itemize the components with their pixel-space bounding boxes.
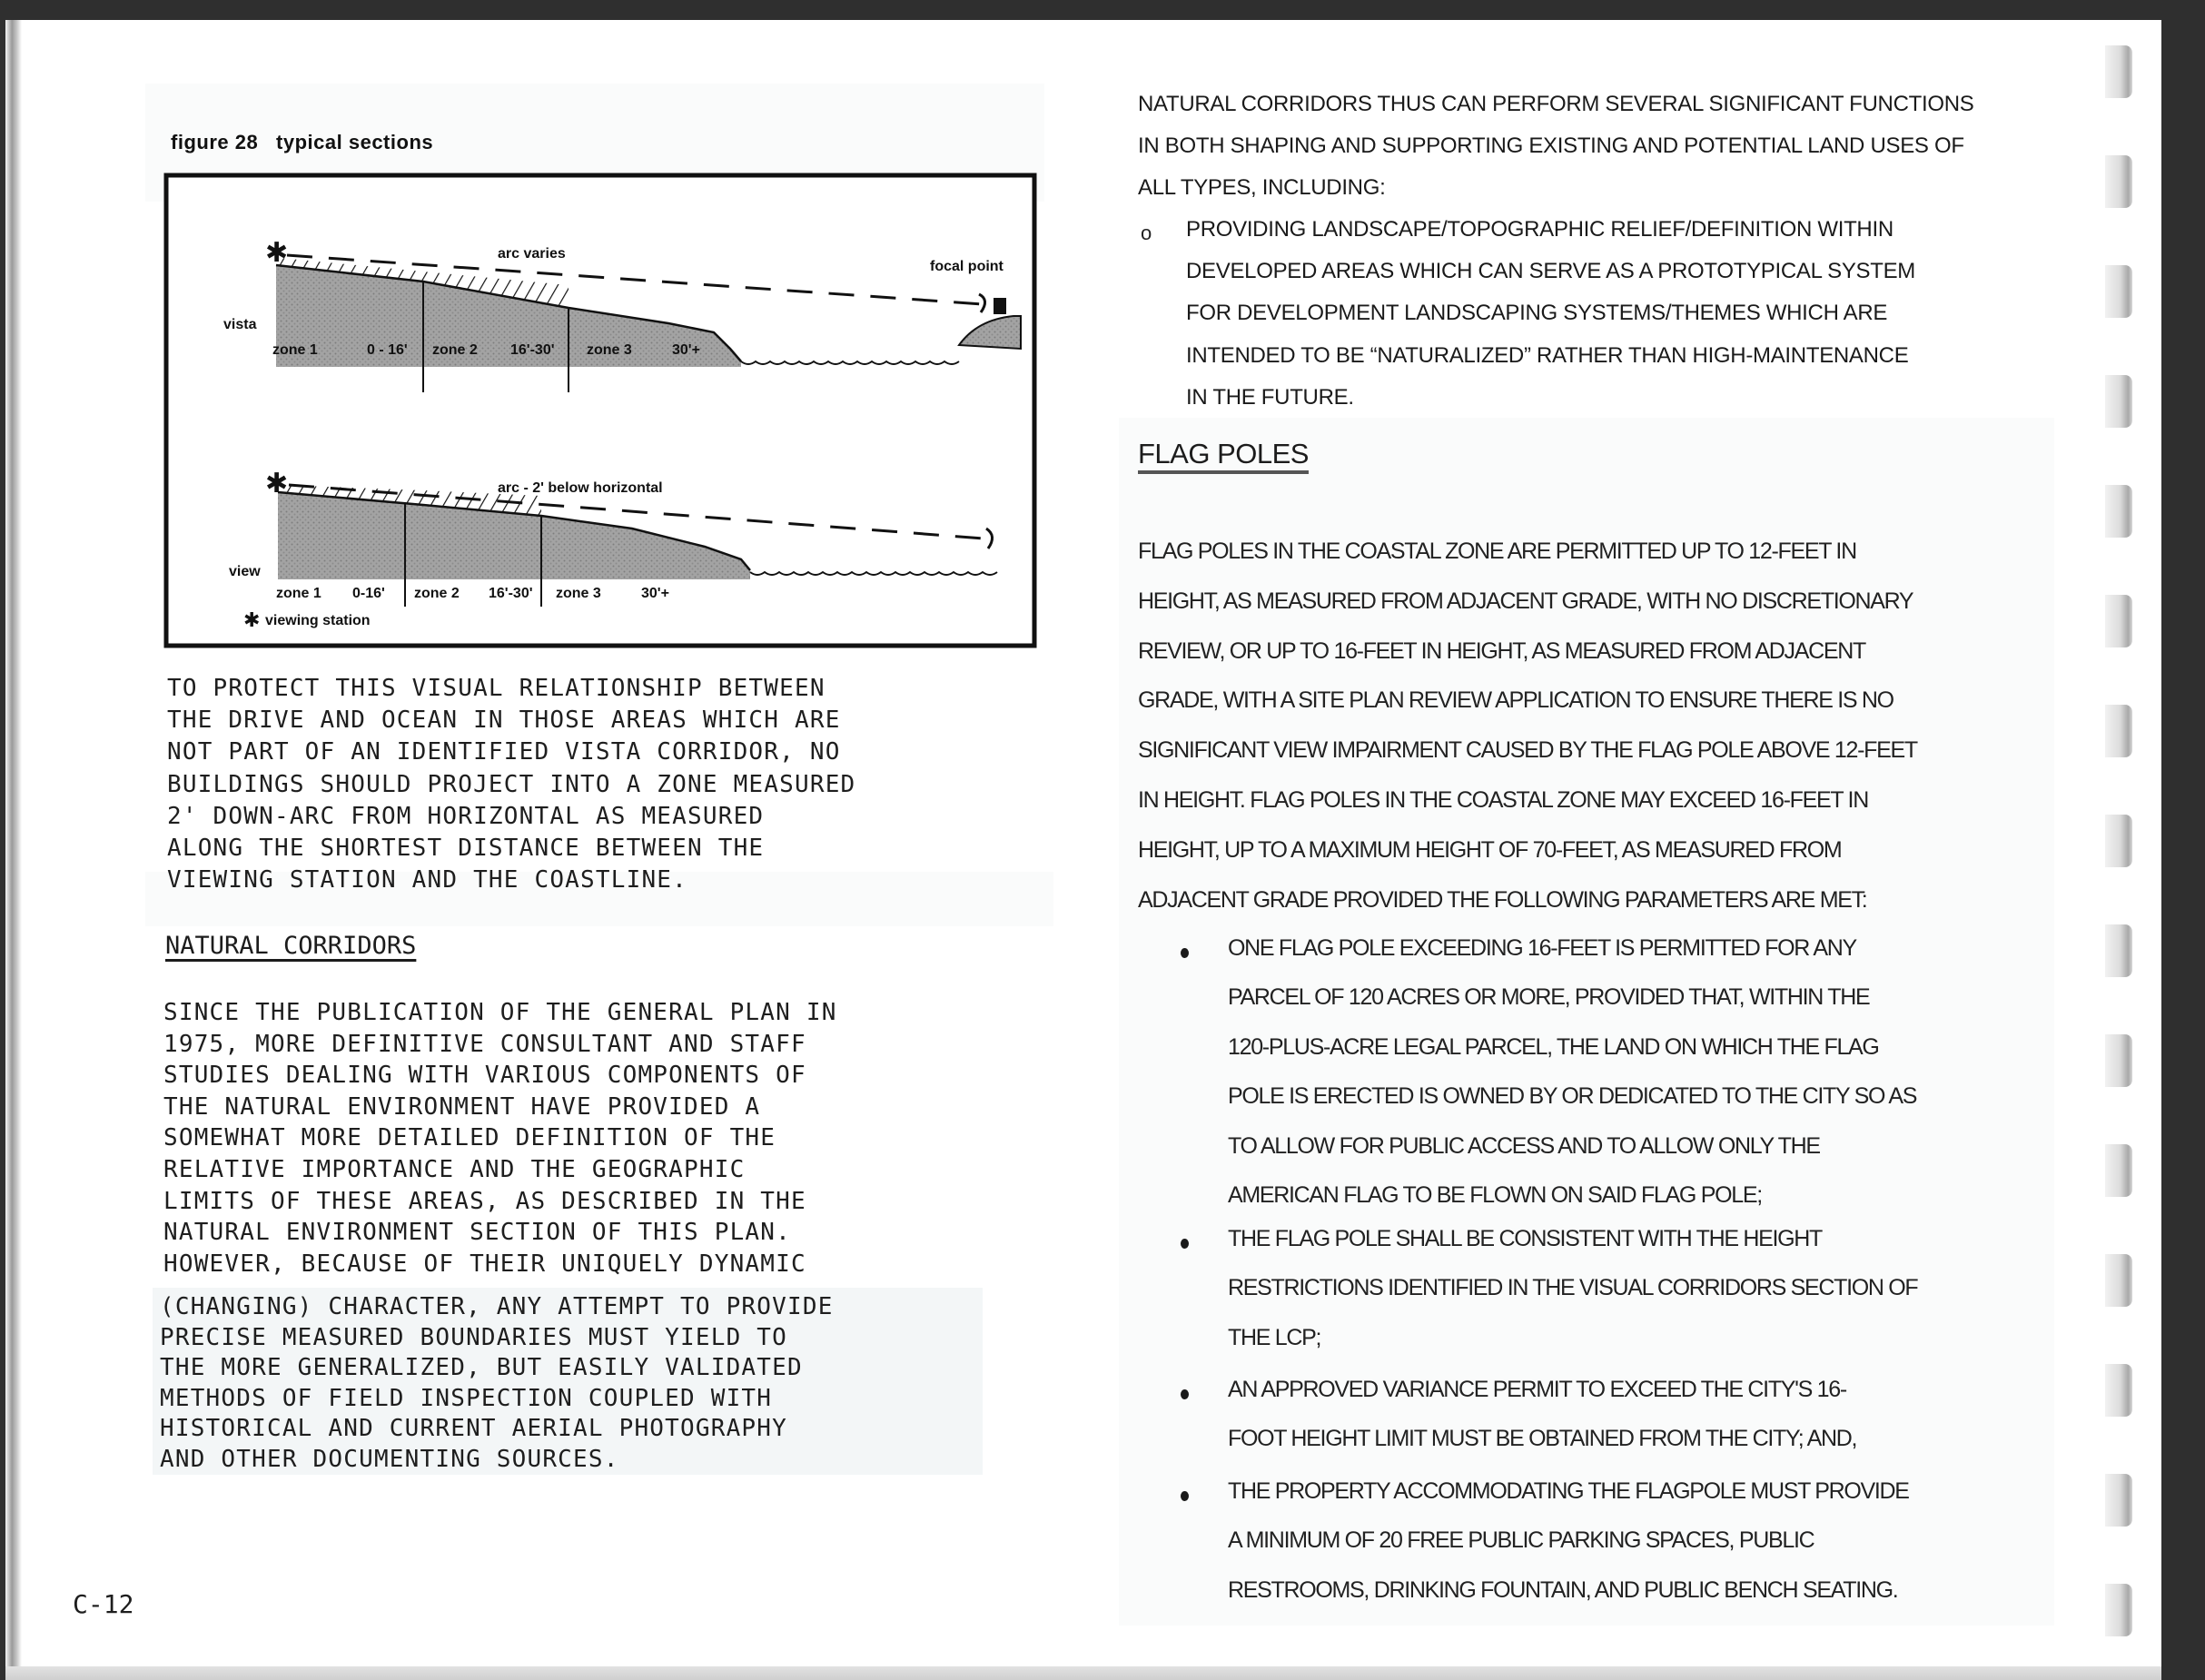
- zone-label: zone 3: [587, 342, 632, 358]
- text-line: HEIGHT, AS MEASURED FROM ADJACENT GRADE, WITH NO DISCRETIONARY: [1138, 588, 1913, 614]
- binding-hole: [2105, 45, 2132, 98]
- zone-range-label: 16'-30': [489, 586, 533, 601]
- page-edge-shadow: [5, 20, 22, 1666]
- text-line: AND OTHER DOCUMENTING SOURCES.: [160, 1446, 619, 1473]
- text-line: THE MORE GENERALIZED, BUT EASILY VALIDATED: [160, 1354, 803, 1382]
- page-bottom-edge: [5, 1666, 2161, 1680]
- legend-viewing-station: viewing station: [265, 613, 371, 628]
- text-line: AMERICAN FLAG TO BE FLOWN ON SAID FLAG POLE;: [1228, 1182, 1762, 1208]
- binding-hole: [2105, 924, 2132, 977]
- text-line: SINCE THE PUBLICATION OF THE GENERAL PLAN IN: [163, 999, 837, 1026]
- text-line: FOR DEVELOPMENT LANDSCAPING SYSTEMS/THEMES WHICH ARE: [1186, 301, 1888, 326]
- label-focal-point: focal point: [930, 259, 1004, 274]
- binding-hole: [2105, 705, 2132, 757]
- text-line: (CHANGING) CHARACTER, ANY ATTEMPT TO PROVIDE: [160, 1293, 834, 1320]
- text-line: LIMITS OF THESE AREAS, AS DESCRIBED IN THE: [163, 1187, 806, 1215]
- bullet-icon: [1181, 1389, 1189, 1399]
- zone-range-label: 30'+: [672, 342, 700, 358]
- text-line: IN HEIGHT. FLAG POLES IN THE COASTAL ZONE MAY EXCEED 16-FEET IN: [1138, 787, 1868, 813]
- text-line: REVIEW, OR UP TO 16-FEET IN HEIGHT, AS MEASURED FROM ADJACENT: [1138, 637, 1865, 664]
- text-line: ALONG THE SHORTEST DISTANCE BETWEEN THE: [167, 835, 765, 862]
- text-line: HOWEVER, BECAUSE OF THEIR UNIQUELY DYNAMIC: [163, 1250, 806, 1278]
- binding-hole: [2105, 1144, 2132, 1197]
- binding-hole: [2105, 1584, 2132, 1636]
- label-arc-below-horizontal: arc - 2' below horizontal: [498, 480, 663, 496]
- zone-range-label: 30'+: [641, 586, 669, 601]
- text-line: HEIGHT, UP TO A MAXIMUM HEIGHT OF 70-FEET, AS MEASURED FROM: [1138, 836, 1842, 863]
- figure-typical-sections: [160, 167, 1041, 652]
- text-line: ADJACENT GRADE PROVIDED THE FOLLOWING PARAMETERS ARE MET:: [1138, 886, 1867, 913]
- text-line: RESTRICTIONS IDENTIFIED IN THE VISUAL CORRIDORS SECTION OF: [1228, 1275, 1918, 1301]
- text-line: ALL TYPES, INCLUDING:: [1138, 175, 1386, 201]
- text-line: TO PROTECT THIS VISUAL RELATIONSHIP BETWEEN: [167, 675, 826, 702]
- text-line: INTENDED TO BE “NATURALIZED” RATHER THAN HIGH-MAINTENANCE: [1186, 342, 1909, 368]
- binding-hole: [2105, 155, 2132, 208]
- text-line: THE NATURAL ENVIRONMENT HAVE PROVIDED A: [163, 1092, 761, 1121]
- text-line: GRADE, WITH A SITE PLAN REVIEW APPLICATION TO ENSURE THERE IS NO: [1138, 687, 1894, 714]
- binding-hole: [2105, 1254, 2132, 1307]
- binding-hole: [2105, 1034, 2132, 1087]
- bullet-icon: [1181, 948, 1189, 958]
- text-line: THE DRIVE AND OCEAN IN THOSE AREAS WHICH ARE: [167, 707, 841, 735]
- text-line: PRECISE MEASURED BOUNDARIES MUST YIELD TO: [160, 1323, 787, 1351]
- text-line: POLE IS ERECTED IS OWNED BY OR DEDICATED TO THE CITY SO AS: [1228, 1083, 1917, 1110]
- heading-flag-poles: FLAG POLES: [1138, 438, 1309, 469]
- text-line: THE LCP;: [1228, 1324, 1321, 1350]
- text-line: NATURAL ENVIRONMENT SECTION OF THIS PLAN.: [163, 1219, 791, 1247]
- binding-hole: [2105, 1364, 2132, 1417]
- binding-hole: [2105, 595, 2132, 647]
- label-arc-varies: arc varies: [498, 246, 566, 262]
- text-line: IN THE FUTURE.: [1186, 384, 1354, 410]
- zone-range-label: 0 - 16': [367, 342, 408, 358]
- text-line: FOOT HEIGHT LIMIT MUST BE OBTAINED FROM THE CITY; AND,: [1228, 1426, 1857, 1452]
- text-line: 2' DOWN-ARC FROM HORIZONTAL AS MEASURED: [167, 802, 765, 830]
- hollow-bullet-icon: o: [1141, 222, 1152, 244]
- zone-label: zone 1: [276, 586, 321, 601]
- legend-station-icon: ✱: [243, 609, 261, 632]
- label-view: view: [229, 564, 261, 579]
- text-line: NOT PART OF AN IDENTIFIED VISTA CORRIDOR, NO: [167, 738, 841, 766]
- text-line: A MINIMUM OF 20 FREE PUBLIC PARKING SPACES, PUBLIC: [1228, 1527, 1814, 1554]
- figure-title: [171, 131, 433, 154]
- focal-point-marker: [994, 298, 1006, 314]
- bullet-icon: [1181, 1239, 1189, 1249]
- zone-label: zone 2: [414, 586, 460, 601]
- text-line: THE FLAG POLE SHALL BE CONSISTENT WITH THE HEIGHT: [1228, 1226, 1823, 1251]
- zone-range-label: 0-16': [352, 586, 385, 601]
- heading-natural-corridors: NATURAL CORRIDORS: [165, 932, 417, 960]
- text-line: ONE FLAG POLE EXCEEDING 16-FEET IS PERMITTED FOR ANY: [1228, 935, 1856, 961]
- text-line: IN BOTH SHAPING AND SUPPORTING EXISTING AND POTENTIAL LAND USES OF: [1138, 133, 1964, 159]
- text-line: PROVIDING LANDSCAPE/TOPOGRAPHIC RELIEF/DEFINITION WITHIN: [1186, 217, 1894, 242]
- text-line: DEVELOPED AREAS WHICH CAN SERVE AS A PROTOTYPICAL SYSTEM: [1186, 259, 1915, 284]
- page-number: C-12: [73, 1589, 134, 1619]
- text-line: 1975, MORE DEFINITIVE CONSULTANT AND STAFF: [163, 1030, 806, 1058]
- figure-caption: typical sections: [276, 131, 434, 153]
- binding-hole: [2105, 375, 2132, 428]
- text-line: BUILDINGS SHOULD PROJECT INTO A ZONE MEASURED: [167, 770, 856, 798]
- zone-range-label: 16'-30': [510, 342, 555, 358]
- zone-label: zone 2: [432, 342, 478, 358]
- text-line: 120-PLUS-ACRE LEGAL PARCEL, THE LAND ON WHICH THE FLAG: [1228, 1033, 1879, 1060]
- text-line: RELATIVE IMPORTANCE AND THE GEOGRAPHIC: [163, 1156, 746, 1183]
- zone-label: zone 1: [272, 342, 318, 358]
- binding-hole: [2105, 265, 2132, 318]
- binding-hole: [2105, 815, 2132, 867]
- text-line: RESTROOMS, DRINKING FOUNTAIN, AND PUBLIC BENCH SEATING.: [1228, 1576, 1898, 1603]
- text-line: TO ALLOW FOR PUBLIC ACCESS AND TO ALLOW ONLY THE: [1228, 1132, 1820, 1159]
- binding-hole: [2105, 485, 2132, 538]
- text-line: PARCEL OF 120 ACRES OR MORE, PROVIDED THAT, WITHIN THE: [1228, 984, 1870, 1011]
- text-line: STUDIES DEALING WITH VARIOUS COMPONENTS OF: [163, 1062, 806, 1090]
- binding-hole: [2105, 1474, 2132, 1527]
- figure-number: figure 28: [171, 131, 259, 153]
- text-line: AN APPROVED VARIANCE PERMIT TO EXCEED THE CITY'S 16-: [1228, 1377, 1846, 1402]
- text-line: METHODS OF FIELD INSPECTION COUPLED WITH: [160, 1384, 773, 1412]
- text-line: SOMEWHAT MORE DETAILED DEFINITION OF THE: [163, 1124, 776, 1152]
- text-line: FLAG POLES IN THE COASTAL ZONE ARE PERMITTED UP TO 12-FEET IN: [1138, 539, 1856, 564]
- viewing-station-icon: ✱: [265, 468, 289, 499]
- viewing-station-icon: ✱: [265, 237, 289, 269]
- text-line: HISTORICAL AND CURRENT AERIAL PHOTOGRAPHY: [160, 1415, 787, 1443]
- text-line: VIEWING STATION AND THE COASTLINE.: [167, 866, 688, 894]
- text-line: THE PROPERTY ACCOMMODATING THE FLAGPOLE MUST PROVIDE: [1228, 1478, 1909, 1504]
- label-vista: vista: [223, 317, 257, 332]
- zone-label: zone 3: [556, 586, 601, 601]
- text-line: SIGNIFICANT VIEW IMPAIRMENT CAUSED BY THE FLAG POLE ABOVE 12-FEET: [1138, 737, 1917, 764]
- bullet-icon: [1181, 1491, 1189, 1501]
- text-line: NATURAL CORRIDORS THUS CAN PERFORM SEVERAL SIGNIFICANT FUNCTIONS: [1138, 92, 1974, 116]
